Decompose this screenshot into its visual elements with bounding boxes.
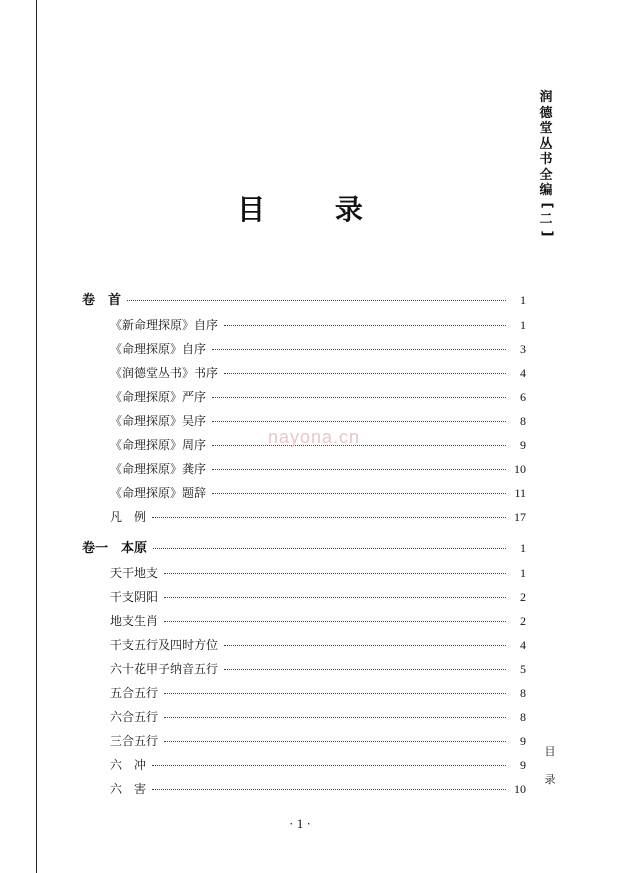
toc-entry-label: 六 冲 <box>110 758 147 772</box>
toc-entry-label: 卷 首 <box>82 293 122 308</box>
toc-entry-page: 4 <box>520 366 526 380</box>
toc-entry-label: 《命理探原》自序 <box>110 342 207 356</box>
toc-entry-page: 10 <box>514 782 526 796</box>
dot-leader <box>164 717 506 718</box>
toc-entry-label: 《命理探原》周序 <box>110 438 207 452</box>
toc-entry-label: 《润德堂丛书》书序 <box>110 366 219 380</box>
dot-leader <box>164 621 506 622</box>
toc-entry-label: 《命理探原》严序 <box>110 390 207 404</box>
dot-leader <box>152 765 506 766</box>
dot-leader <box>212 349 506 350</box>
watermark: nayona.cn <box>268 427 361 447</box>
series-title-char: 全 <box>539 167 553 183</box>
toc-entry-page: 1 <box>520 541 526 555</box>
toc-entry-label: 地支生肖 <box>110 614 159 628</box>
dot-leader <box>164 693 506 694</box>
section-marker-char: 目 <box>544 745 556 758</box>
toc-entry-page: 10 <box>514 462 526 476</box>
toc-entry-page: 1 <box>520 293 526 307</box>
dot-leader <box>153 548 506 549</box>
toc-entry[interactable] <box>110 588 526 605</box>
dot-leader <box>224 373 506 374</box>
toc-entry-label: 《命理探原》龚序 <box>110 462 207 476</box>
series-title-char: 德 <box>539 105 553 121</box>
toc-entry-label: 卷一 本原 <box>82 541 148 556</box>
toc-entry[interactable] <box>110 364 526 381</box>
toc-entry-label: 《命理探原》吴序 <box>110 414 207 428</box>
toc-entry-page: 8 <box>520 414 526 428</box>
toc-entry-label: 凡 例 <box>110 510 147 524</box>
toc-entry-page: 9 <box>520 758 526 772</box>
toc-entry[interactable] <box>110 732 526 749</box>
toc-entry[interactable] <box>110 388 526 405</box>
dot-leader <box>164 573 506 574</box>
toc-entry-page: 2 <box>520 590 526 604</box>
toc-entry-label: 六十花甲子纳音五行 <box>110 662 219 676</box>
series-title-bracket-open: [ <box>539 202 555 208</box>
dot-leader <box>224 645 506 646</box>
dot-leader <box>152 789 506 790</box>
series-title-char: 润 <box>539 90 553 105</box>
series-title-char: 编 <box>539 183 553 198</box>
toc-entry[interactable] <box>110 612 526 629</box>
toc-entry-page: 3 <box>520 342 526 356</box>
toc-entry-page: 5 <box>520 662 526 676</box>
toc-entry[interactable] <box>110 460 526 477</box>
dot-leader <box>164 741 506 742</box>
toc-entry[interactable] <box>82 537 526 556</box>
dot-leader <box>224 325 506 326</box>
toc-entry-label: 《新命理探原》自序 <box>110 318 219 332</box>
page-number: · 1 · <box>289 816 311 831</box>
dot-leader <box>224 669 506 670</box>
toc-entry[interactable] <box>110 508 526 525</box>
toc-entry-label: 干支五行及四时方位 <box>110 638 219 652</box>
page-title: 目 录 <box>237 193 393 226</box>
toc-entry[interactable] <box>110 660 526 677</box>
dot-leader <box>127 300 506 301</box>
toc-entry-page: 6 <box>520 390 526 404</box>
toc-entry-page: 1 <box>520 318 526 332</box>
series-title-char: 书 <box>539 152 553 167</box>
toc-entry-page: 9 <box>520 438 526 452</box>
series-title-char: 堂 <box>539 121 553 136</box>
toc-entry-label: 六 害 <box>110 782 147 796</box>
toc-entry-label: 五合五行 <box>110 686 159 700</box>
toc-entry-page: 17 <box>514 510 526 524</box>
toc-entry-page: 11 <box>514 486 526 500</box>
toc-entry[interactable] <box>110 708 526 725</box>
toc-entry-page: 4 <box>520 638 526 652</box>
dot-leader <box>212 421 506 422</box>
toc-entry[interactable] <box>110 756 526 773</box>
section-marker-vertical <box>543 738 557 794</box>
dot-leader <box>212 397 506 398</box>
dot-leader <box>164 597 506 598</box>
series-title-char: 丛 <box>539 136 553 152</box>
dot-leader <box>152 517 506 518</box>
toc-entry-page: 2 <box>520 614 526 628</box>
toc-entry-label: 《命理探原》题辞 <box>110 486 207 500</box>
series-title-char: 二 <box>539 211 553 227</box>
toc-entry-page: 8 <box>520 686 526 700</box>
dot-leader <box>212 493 506 494</box>
toc-entry[interactable] <box>110 340 526 357</box>
toc-entry-label: 六合五行 <box>110 710 159 724</box>
section-marker-char: 录 <box>544 773 556 786</box>
toc-entry[interactable] <box>110 484 526 501</box>
toc-entry[interactable] <box>82 289 526 308</box>
toc-entry[interactable] <box>110 684 526 701</box>
toc-entry-label: 干支阴阳 <box>110 590 159 604</box>
toc-entry[interactable] <box>110 780 526 797</box>
toc-entry-page: 9 <box>520 734 526 748</box>
toc-entry-page: 1 <box>520 566 526 580</box>
toc-entry-label: 三合五行 <box>110 734 159 748</box>
toc-entry-label: 天干地支 <box>110 566 159 580</box>
toc-entry-page: 8 <box>520 710 526 724</box>
toc-entry[interactable] <box>110 316 526 333</box>
toc-entry[interactable] <box>110 564 526 581</box>
series-title-bracket-close: ] <box>539 230 555 237</box>
toc-entry[interactable] <box>110 636 526 653</box>
dot-leader <box>212 469 506 470</box>
